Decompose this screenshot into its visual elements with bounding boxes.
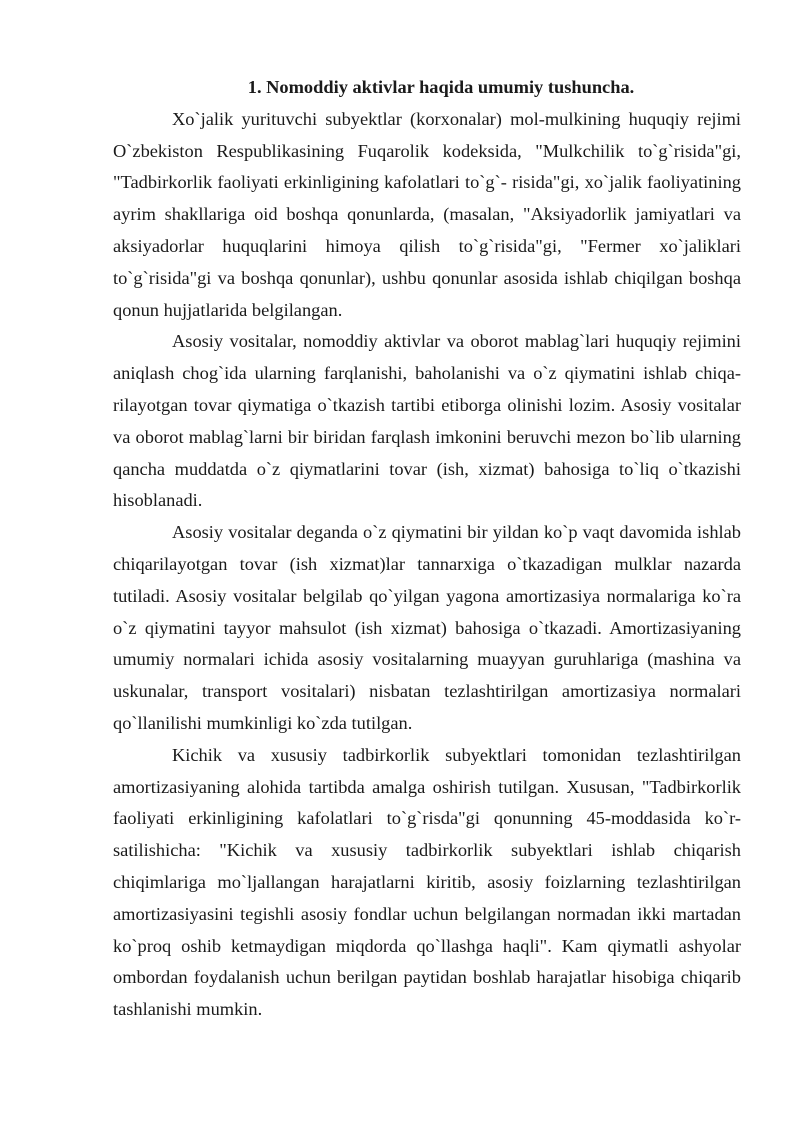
document-body [113, 72, 741, 1026]
paragraph-small-business-amortization: Kichik va xususiy tadbirkorlik subyektlari tomonidan tezlashtirilgan amortizasiyaning alohida tartibda amalga oshirish tutilgan. Xususan, "Tadbirkorlik faoliyati erkinligining kafolatlari to`g`risda"gi qonunning 45-moddasida ko`r-satilishicha: "Kichik va xususiy tadbirkorlik subyektlari ishlab chiqarish chiqimlariga mo`ljallangan harajatlarni kiritib, asosiy foizlarning tezlashtirilgan amortizasiyasini tegishli asosiy fondlar uchun belgilangan normadan ikki martadan ko`proq oshib ketmaydigan miqdorda qo`llashga haqli". Kam qiymatli ashyolar ombordan foydalanish uchun berilgan paytidan boshlab harajatlar hisobiga chiqarib tashlanishi mumkin. [113, 744, 741, 1020]
paragraph-asset-distinction: Asosiy vositalar, nomoddiy aktivlar va oborot mablag`lari huquqiy rejimini aniqlash chog`ida ularning farqlanishi, baholanishi va o`z qiymatini ishlab chiqa-rilayotgan tovar qiymatiga o`tkazish tartibi etiborga olinishi lozim. Asosiy vositalar va oborot mablag`larni bir biridan farqlash imkonini beruvchi mezon bo`lib ularning qancha muddatda o`z qiymatlarini tovar (ish, xizmat) bahosiga to`liq o`tkazishi hisoblanadi. [113, 331, 741, 511]
section-heading: 1. Nomoddiy aktivlar haqida umumiy tushuncha. [247, 77, 635, 97]
paragraph-fixed-assets: Asosiy vositalar deganda o`z qiymatini bir yildan ko`p vaqt davomida ishlab chiqarilayotgan tovar (ish xizmat)lar tannarxiga o`tkazadigan mulklar nazarda tutiladi. Asosiy vositalar belgilab qo`yilgan yagona amortizasiya normalariga ko`ra o`z qiymatini tayyor mahsulot (ish xizmat) bahosiga o`tkazadi. Amortizasiyaning umumiy normalari ichida asosiy vositalarning muayyan guruhlariga (mashina va uskunalar, transport vositalari) nisbatan tezlashtirilgan amortizasiya normalari qo`llanilishi mumkinligi ko`zda tutilgan. [113, 522, 741, 733]
paragraph-legal-regime: Xo`jalik yurituvchi subyektlar (korxonalar) mol-mulkining huquqiy rejimi O`zbekiston Respublikasining Fuqarolik kodeksida, "Mulkchilik to`g`risida"gi, "Tadbirkorlik faoliyati erkinligining kafolatlari to`g`- risida"gi, xo`jalik faoliyatining ayrim shakllariga oid boshqa qonunlarda, (masalan, "Aksiyadorlik jamiyatlari va aksiyadorlar huquqlarini himoya qilish to`g`risida"gi, "Fermer xo`jaliklari to`g`risida"gi va boshqa qonunlar), ushbu qonunlar asosida ishlab chiqilgan boshqa qonun hujjatlarida belgilangan. [113, 108, 741, 320]
